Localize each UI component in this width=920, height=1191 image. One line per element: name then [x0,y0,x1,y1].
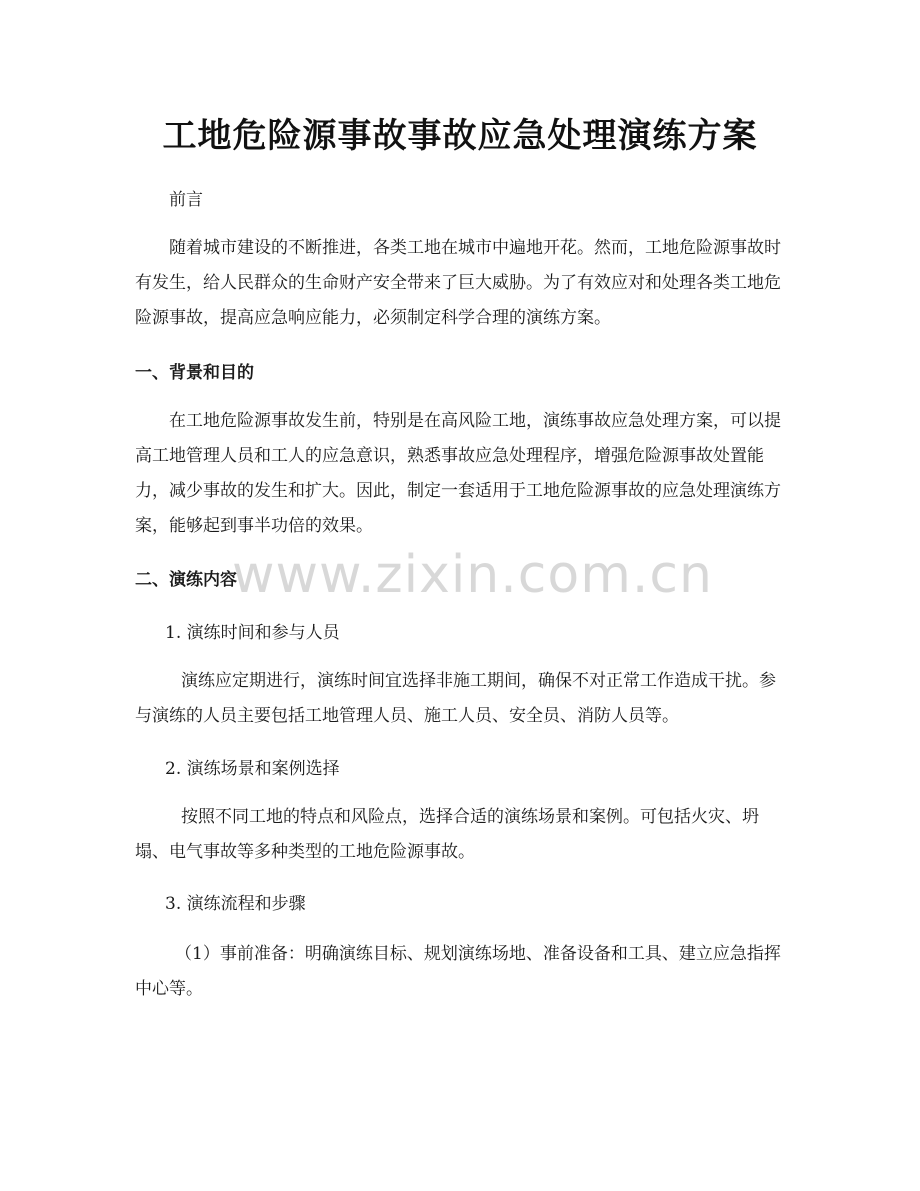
section2-heading: 二、演练内容 [135,570,237,590]
item2-heading: 2. 演练场景和案例选择 [165,759,340,779]
item1-heading: 1. 演练时间和参与人员 [165,623,340,643]
item1-heading-block [135,616,785,651]
section1-paragraph-block [135,404,785,544]
section1-paragraph: 在工地危险源事故发生前，特别是在高风险工地，演练事故应急处理方案，可以提高工地管理人员和工人的应急意识，熟悉事故应急处理程序，增强危险源事故处置能力，减少事故的发生和扩大。因此，制定一套适用于工地危险源事故的应急处理演练方案，能够起到事半功倍的效果。 [135,411,781,536]
preface-heading: 前言 [169,190,203,210]
item3-heading: 3. 演练流程和步骤 [165,894,306,914]
item1-paragraph: 演练应定期进行，演练时间宜选择非施工期间，确保不对正常工作造成干扰。参与演练的人员主要包括工地管理人员、施工人员、安全员、消防人员等。 [135,671,776,726]
watermark: www.zixin.com.cn [232,545,713,605]
item2-heading-block [135,752,785,787]
preface-paragraph: 随着城市建设的不断推进，各类工地在城市中遍地开花。然而，工地危险源事故时有发生，给人民群众的生命财产安全带来了巨大威胁。为了有效应对和处理各类工地危险源事故，提高应急响应能力，必须制定科学合理的演练方案。 [135,238,781,328]
section1-heading: 一、背景和目的 [135,363,254,383]
preface-paragraph-block [135,231,785,336]
item1-paragraph-block [135,664,785,734]
item3-step1: （1）事前准备：明确演练目标、规划演练场地、准备设备和工具、建立应急指挥中心等。 [135,944,781,999]
section2-heading-block [135,563,785,598]
item3-step1-block [135,937,785,1007]
item2-paragraph-block [135,800,785,870]
document-title: 工地危险源事故事故应急处理演练方案 [162,116,758,156]
preface-heading-block [135,183,785,218]
item2-paragraph: 按照不同工地的特点和风险点，选择合适的演练场景和案例。可包括火灾、坍塌、电气事故等多种类型的工地危险源事故。 [135,807,759,862]
item3-heading-block [135,887,785,922]
section1-heading-block [135,356,785,391]
